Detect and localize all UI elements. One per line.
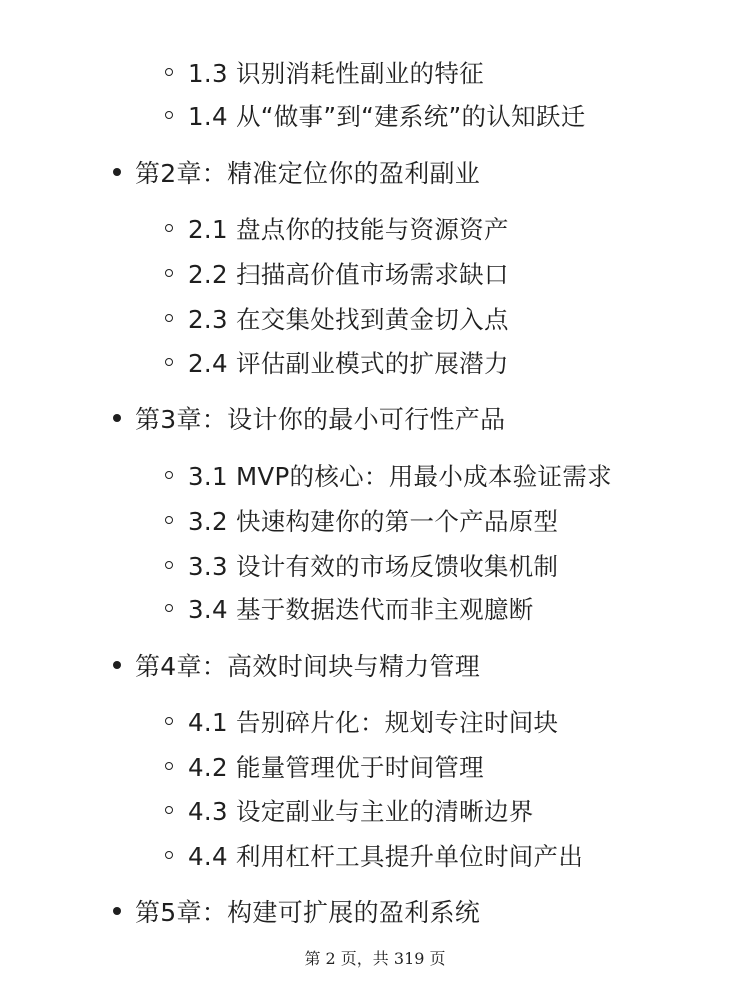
disc-bullet-icon [113,661,121,669]
toc-entry-label: 3.2 快速构建你的第一个产品原型 [188,506,559,536]
circle-bullet-icon [165,604,173,612]
toc-entry-label: 第4章：高效时间块与精力管理 [135,652,481,681]
circle-bullet-icon [165,269,173,277]
circle-bullet-icon [165,68,173,76]
toc-entry-label: 1.4 从“做事”到“建系统”的认知跃迁 [188,101,586,131]
circle-bullet-icon [165,111,173,119]
toc-entry-label: 第3章：设计你的最小可行性产品 [135,405,506,434]
toc-entry-label: 4.3 设定副业与主业的清晰边界 [188,796,534,826]
circle-bullet-icon [165,224,173,232]
toc-entry-label: 2.3 在交集处找到黄金切入点 [188,304,509,334]
toc-entry-label: 1.3 识别消耗性副业的特征 [188,58,484,88]
circle-bullet-icon [165,851,173,859]
page-number-footer: 第 2 页，共 319 页 [304,949,446,968]
toc-entry-label: 4.2 能量管理优于时间管理 [188,752,484,782]
disc-bullet-icon [113,168,121,176]
toc-entry-label: 2.2 扫描高价值市场需求缺口 [188,259,509,289]
toc-entry-label: 2.4 评估副业模式的扩展潜力 [188,348,509,378]
toc-entry-label: 3.4 基于数据迭代而非主观臆断 [188,594,534,624]
disc-bullet-icon [113,907,121,915]
toc-entry-label: 4.1 告别碎片化：规划专注时间块 [188,707,559,737]
toc-entry-label: 4.4 利用杠杆工具提升单位时间产出 [188,841,584,871]
circle-bullet-icon [165,561,173,569]
toc-entry-label: 3.1 MVP的核心：用最小成本验证需求 [188,461,612,491]
toc-entry-label: 第2章：精准定位你的盈利副业 [135,159,481,188]
circle-bullet-icon [165,358,173,366]
disc-bullet-icon [113,414,121,422]
circle-bullet-icon [165,762,173,770]
toc-entry-label: 2.1 盘点你的技能与资源资产 [188,214,509,244]
circle-bullet-icon [165,516,173,524]
circle-bullet-icon [165,471,173,479]
toc-entry-label: 第5章：构建可扩展的盈利系统 [135,898,481,927]
toc-entry-label: 3.3 设计有效的市场反馈收集机制 [188,551,559,581]
circle-bullet-icon [165,806,173,814]
circle-bullet-icon [165,717,173,725]
circle-bullet-icon [165,314,173,322]
